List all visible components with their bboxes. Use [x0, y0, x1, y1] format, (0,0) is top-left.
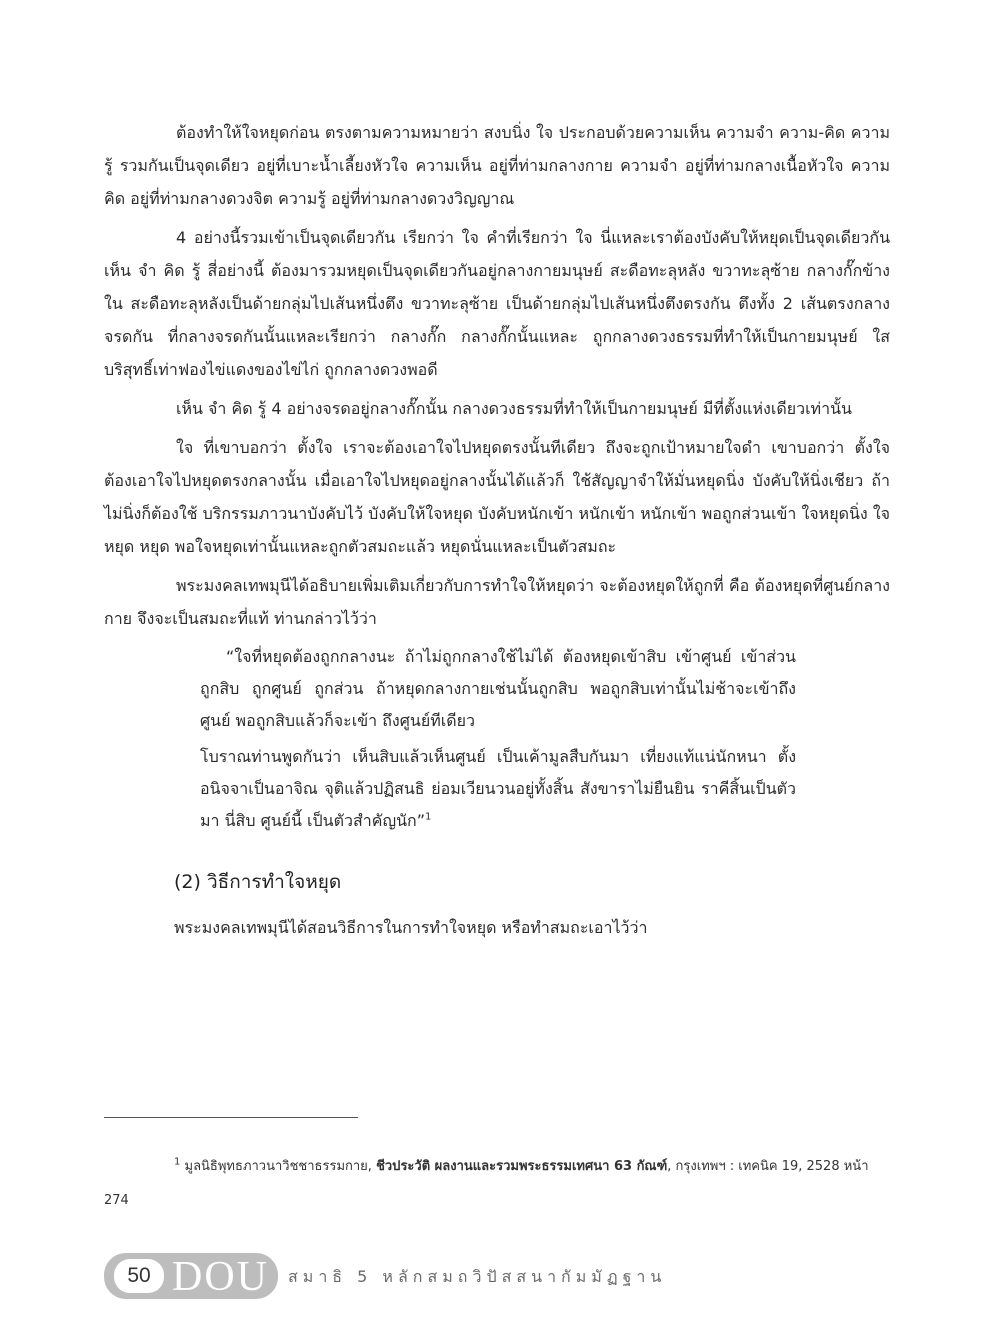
section-heading: (2) วิธีการทำใจหยุด	[174, 871, 342, 893]
body-paragraph-2: 4 อย่างนี้รวมเข้าเป็นจุดเดียวกัน เรียกว่า ใจ คำที่เรียกว่า ใจ นี่แหละเราต้องบังคับให้หยุดเป็นจุดเดียวกัน เห็น จำ คิด รู้ สี่อย่างนี้ ต้องมารวมหยุดเป็นจุดเดียวกันอยู่กลางกายมนุษย์ สะดือทะลุหลัง ขวาทะลุซ้าย กลางกั๊กข้างใน สะดือทะลุหลังเป็นด้ายกลุ่มไปเส้นหนึ่งตึง ขวาทะลุซ้าย เป็นด้ายกลุ่มไปเส้นหนึ่งตึงตรงกัน ตึงทั้ง 2 เส้นตรงกลางจรดกัน ที่กลางจรดกันนั้นแหละเรียกว่า กลางกั๊ก กลางกั๊กนั้นแหละ ถูกกลางดวงธรรมที่ทำให้เป็นกายมนุษย์ ใสบริสุทธิ์เท่าฟองไข่แดงของไข่ไก่ ถูกกลางดวงพอดี	[104, 228, 890, 379]
footnote-suffix: , กรุงเทพฯ : เทคนิค 19, 2528 หน้า 274	[104, 1159, 869, 1208]
main-content	[104, 116, 890, 950]
footnote-divider	[104, 1117, 358, 1118]
footnote	[104, 1150, 890, 1218]
quote-part-2	[200, 741, 796, 837]
dou-logo: DOU	[172, 1254, 269, 1300]
body-paragraph-4: ใจ ที่เขาบอกว่า ตั้งใจ เราจะต้องเอาใจไปหยุดตรงนั้นทีเดียว ถึงจะถูกเป้าหมายใจดำ เขาบอกว่า ตั้งใจ ต้องเอาใจไปหยุดตรงกลางนั้น เมื่อเอาใจไปหยุดอยู่กลางนั้นได้แล้วก็ ใช้สัญญาจำให้มั่นหยุดนิ่ง บังคับให้นิ่งเชียว ถ้าไม่นิ่งก็ต้องใช้ บริกรรมภาวนาบังคับไว้ บังคับให้ใจหยุด บังคับหนักเข้า หนักเข้า หนักเข้า พอถูกส่วนเข้า ใจหยุดนิ่ง ใจหยุด หยุด พอใจหยุดเท่านั้นแหละถูกตัวสมถะแล้ว หยุดนั่นแหละเป็นตัวสมถะ	[104, 438, 890, 556]
running-title: สมาธิ 5 หลักสมถวิปัสสนากัมมัฏฐาน	[288, 1267, 667, 1286]
body-paragraph-5: พระมงคลเทพมุนีได้อธิบายเพิ่มเติมเกี่ยวกับการทำใจให้หยุดว่า จะต้องหยุดให้ถูกที่ คือ ต้องหยุดที่ศูนย์กลางกาย จึงจะเป็นสมถะที่แท้ ท่านกล่าวไว้ว่า	[104, 576, 890, 628]
quote-part-1: “ใจที่หยุดต้องถูกกลางนะ ถ้าไม่ถูกกลางใช้ไม่ได้ ต้องหยุดเข้าสิบ เข้าศูนย์ เข้าส่วน ถูกสิบ ถูกศูนย์ ถูกส่วน ถ้าหยุดกลางกายเช่นนั้นถูกสิบ พอถูกสิบเท่านั้นไม่ช้าจะเข้าถึงศูนย์ พอถูกสิบแล้วก็จะเข้า ถึงศูนย์ทีเดียว	[200, 647, 796, 730]
section-paragraph: พระมงคลเทพมุนีได้สอนวิธีการในการทำใจหยุด หรือทำสมถะเอาไว้ว่า	[174, 918, 648, 937]
footnote-reference[interactable]: 1	[425, 811, 432, 823]
footnote-book-title: ชีวประวัติ ผลงานและรวมพระธรรมเทศนา 63 กัณฑ์	[376, 1159, 668, 1174]
quote-part-2-text: โบราณท่านพูดกันว่า เห็นสิบแล้วเห็นศูนย์ เป็นเค้ามูลสืบกันมา เที่ยงแท้แน่นักหนา ตั้งอนิจจาเป็นอาจิณ จุติแล้วปฏิสนธิ ย่อมเวียนวนอยู่ทั้งสิ้น สังขาราไม่ยืนยิน ราคีสิ้นเป็นตัวมา นี่สิบ ศูนย์นี้ เป็นตัวสำคัญนัก”	[200, 747, 796, 830]
page-badge	[104, 1253, 278, 1299]
footnote-prefix: มูลนิธิพุทธภาวนาวิชชาธรรมกาย,	[180, 1159, 377, 1174]
page-footer	[104, 1253, 704, 1299]
block-quote	[200, 641, 796, 837]
footnote-mark: 1	[174, 1156, 181, 1168]
body-paragraph-3: เห็น จำ คิด รู้ 4 อย่างจรดอยู่กลางกั๊กนั้น กลางดวงธรรมที่ทำให้เป็นกายมนุษย์ มีที่ตั้งแห่งเดียวเท่านั้น	[176, 399, 852, 418]
body-paragraph-1: ต้องทำให้ใจหยุดก่อน ตรงตามความหมายว่า สงบนิ่ง ใจ ประกอบด้วยความเห็น ความจำ ความ-คิด ความรู้ รวมกันเป็นจุดเดียว อยู่ที่เบาะน้ำเลี้ยงหัวใจ ความเห็น อยู่ที่ท่ามกลางกาย ความจำ อยู่ที่ท่ามกลางเนื้อหัวใจ ความคิด อยู่ที่ท่ามกลางดวงจิต ความรู้ อยู่ที่ท่ามกลางดวงวิญญาณ	[104, 123, 891, 208]
page-number: 50	[114, 1259, 164, 1293]
